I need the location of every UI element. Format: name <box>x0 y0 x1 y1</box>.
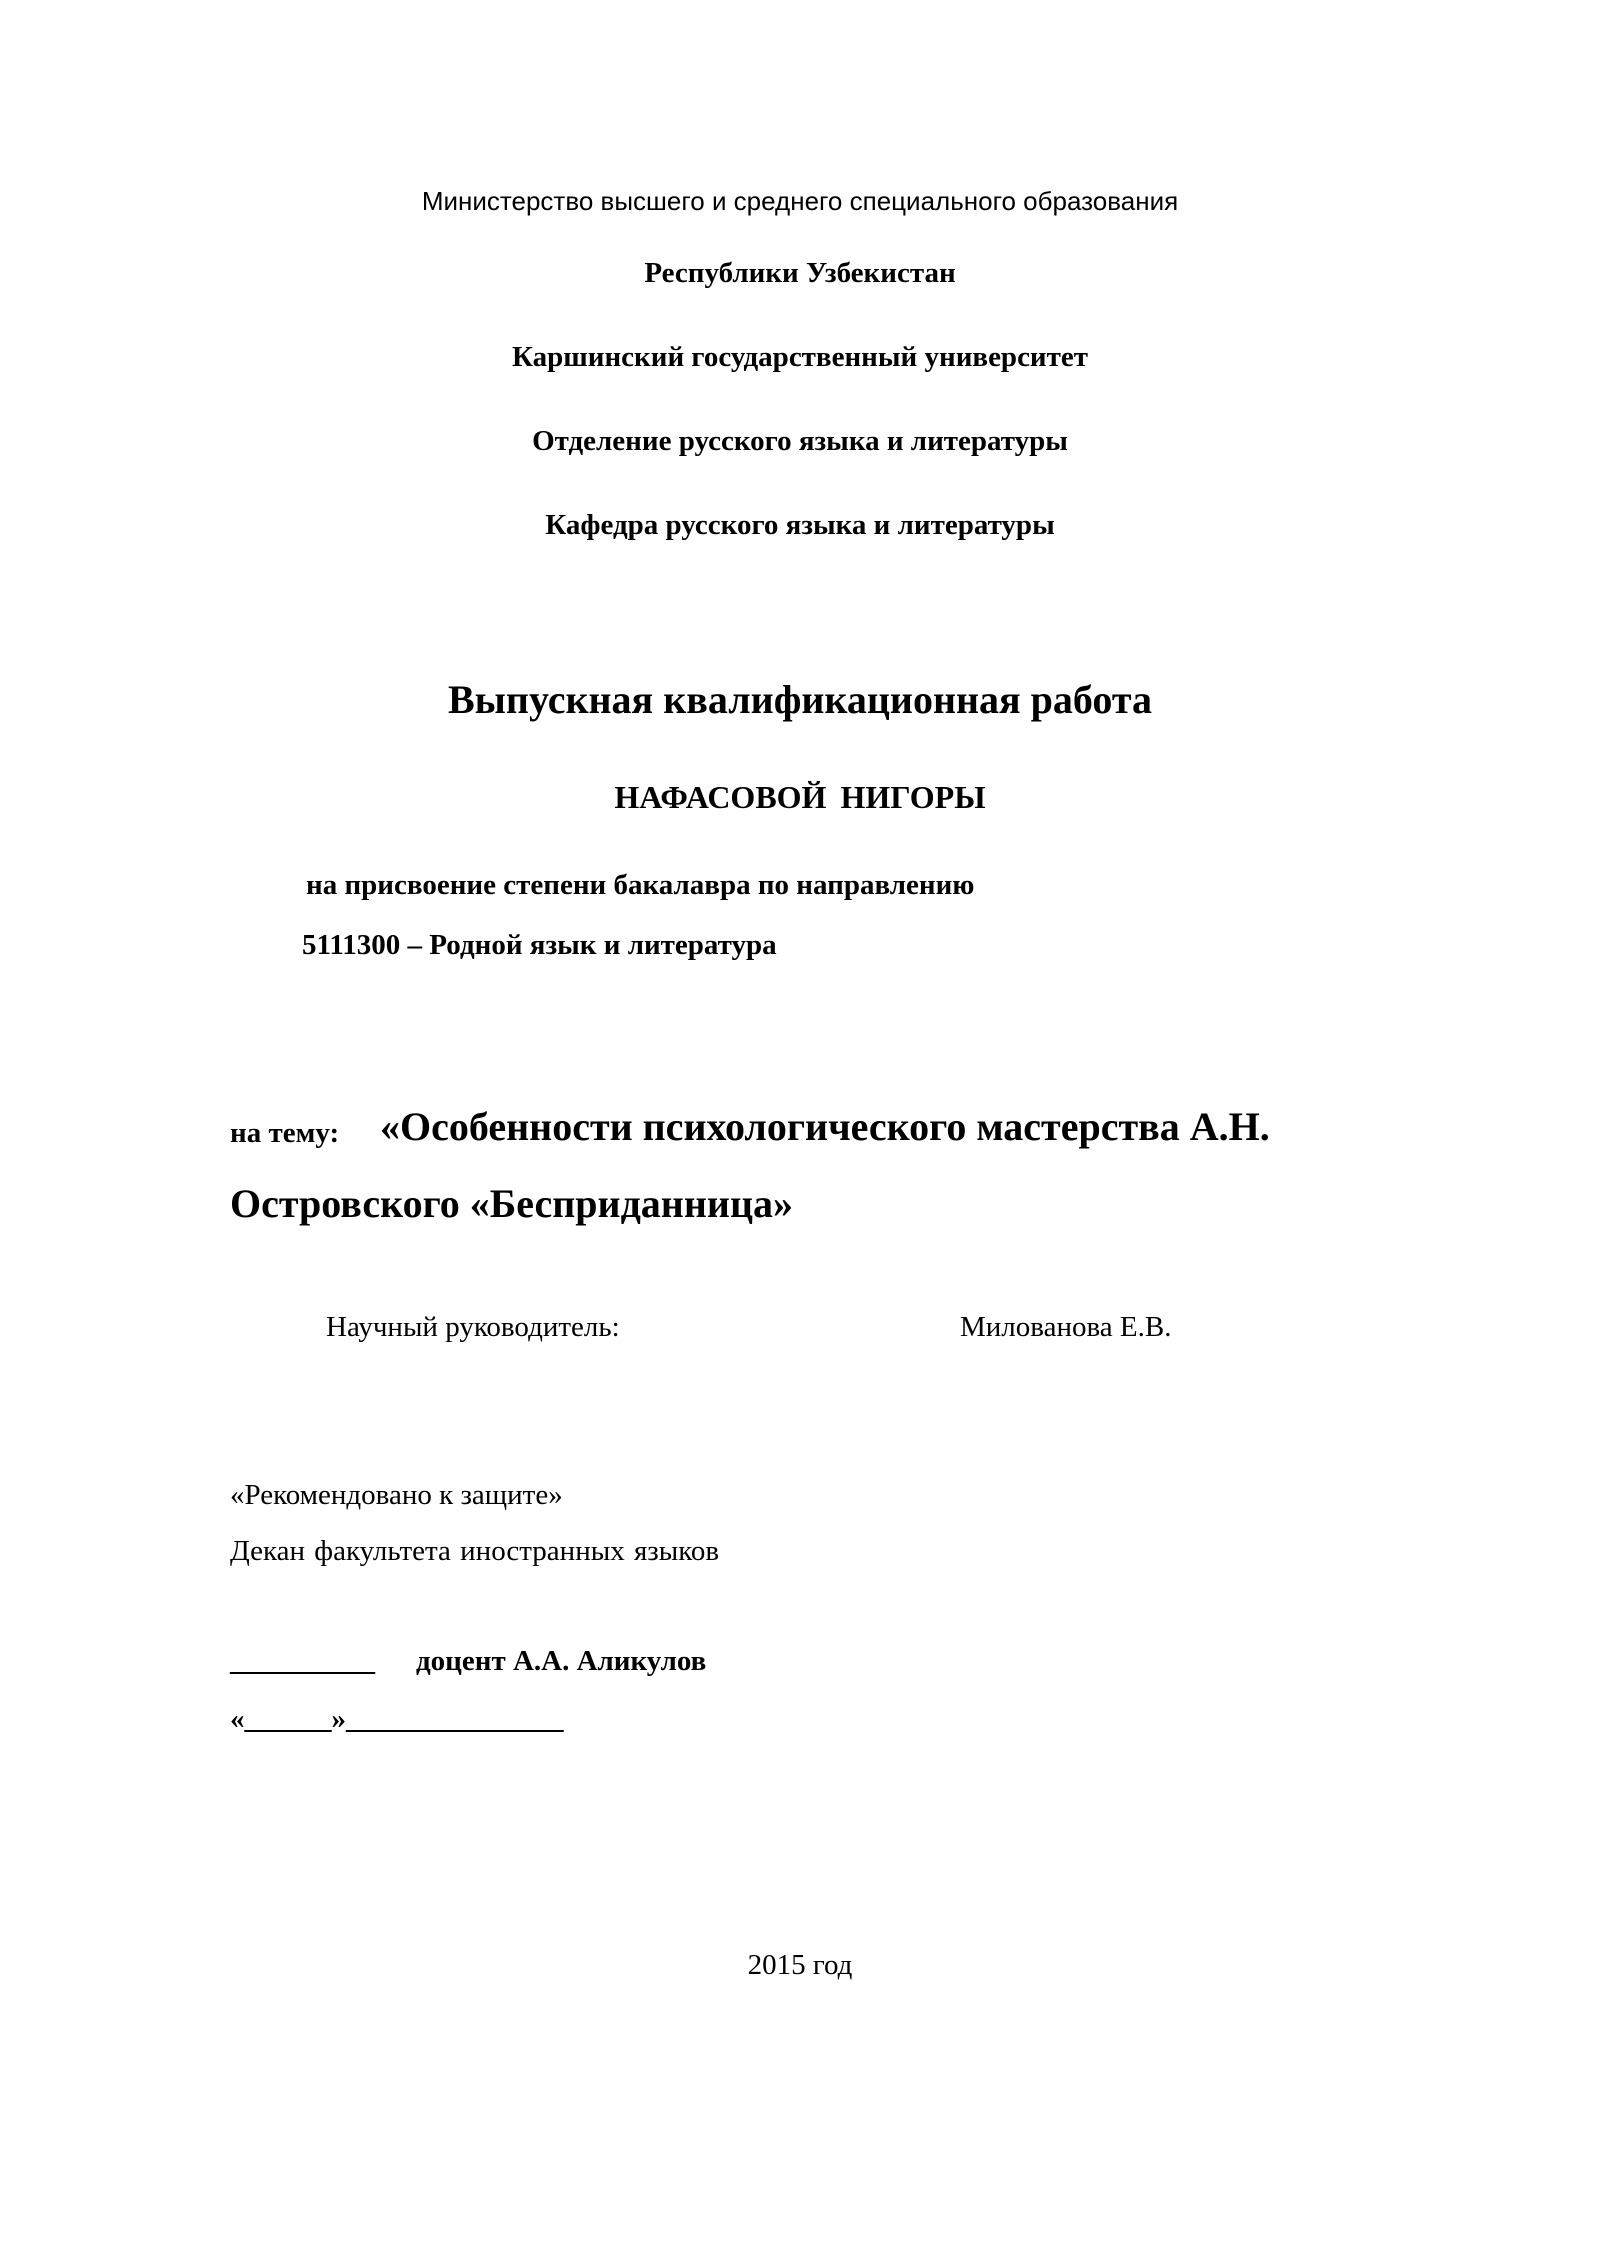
date-blank: «______»_______________ <box>230 1703 564 1735</box>
topic-title-line-2: Островского «Бесприданница» <box>230 1181 793 1226</box>
recommendation-text: «Рекомендовано к защите» <box>230 1479 563 1511</box>
topic-label: на тему: <box>230 1117 340 1149</box>
university-heading: Каршинский государственный университет <box>511 341 1089 373</box>
supervisor-label: Научный руководитель: <box>326 1311 620 1343</box>
direction-line: 5111300 – Родной язык и литература <box>302 929 777 961</box>
signatory-name: доцент А.А. Аликулов <box>416 1645 707 1677</box>
author-name: НАФАСОВОЙ НИГОРЫ <box>614 779 986 815</box>
topic-title-line-1: «Особенности психологического мастерства А.Н. <box>380 1104 1270 1149</box>
ministry-heading: Министерство высшего и среднего специального образования <box>421 186 1179 216</box>
chair-heading: Кафедра русского языка и литературы <box>545 509 1055 541</box>
year-footer: 2015 год <box>747 1949 853 1981</box>
supervisor-name: Милованова Е.В. <box>960 1311 1172 1343</box>
department-heading: Отделение русского языка и литературы <box>532 425 1068 457</box>
signature-blank: __________ <box>230 1645 375 1677</box>
dean-line: Декан факультета иностранных языков <box>230 1535 720 1567</box>
work-type-title: Выпускная квалификационная работа <box>447 677 1153 722</box>
republic-heading: Республики Узбекистан <box>644 257 956 289</box>
degree-line: на присвоение степени бакалавра по направлению <box>306 869 975 901</box>
